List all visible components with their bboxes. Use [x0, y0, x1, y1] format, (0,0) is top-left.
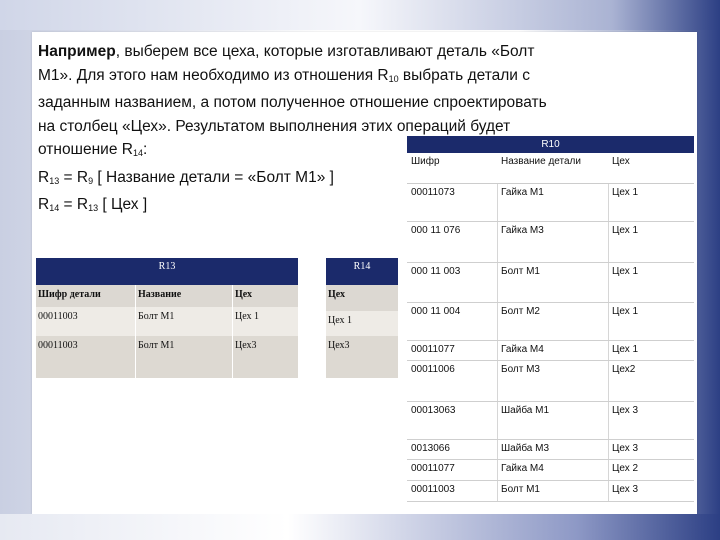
- table-cell: Цех3: [235, 340, 257, 351]
- r10-col-header: Цех: [612, 156, 630, 167]
- r14-title: R14: [326, 258, 398, 285]
- formula-text: = R: [59, 168, 89, 186]
- table-cell: Цех 3: [612, 443, 639, 454]
- table-row: [407, 481, 694, 502]
- table-cell: 00011077: [411, 463, 455, 474]
- formula-text: [ Название детали = «Болт М1» ]: [93, 168, 334, 186]
- table-cell: Шайба М1: [501, 405, 550, 416]
- para-text: выбрать детали с: [398, 66, 531, 84]
- subscript: 14: [132, 148, 143, 158]
- table-cell: Болт М1: [501, 266, 540, 277]
- r13-col-header: Шифр детали: [38, 289, 101, 300]
- formula-text: R: [38, 196, 50, 213]
- table-row: [407, 460, 694, 481]
- r10-col-header: Шифр: [411, 156, 440, 167]
- para-text: :: [142, 141, 148, 158]
- table-row: [326, 336, 398, 378]
- r13-header-row: [36, 285, 298, 307]
- table-cell: Болт М1: [138, 340, 175, 351]
- table-cell: 00013063: [411, 405, 456, 416]
- table-cell: 0013066: [411, 443, 450, 454]
- formula-text: = R: [59, 196, 89, 213]
- r10-header-row: [407, 153, 694, 184]
- table-cell: Гайка М4: [501, 463, 544, 474]
- r13-col-header: Название: [138, 289, 182, 300]
- table-cell: Цех 1: [328, 315, 353, 326]
- subscript: 9: [88, 175, 94, 186]
- table-row: [36, 307, 298, 336]
- r14-col-header: Цех: [328, 289, 346, 300]
- r14-table: [326, 258, 398, 378]
- table-row: [407, 303, 694, 341]
- table-row: [407, 184, 694, 222]
- r13-table: [36, 258, 298, 378]
- para-text: М1». Для этого нам необходимо из отношения R: [38, 66, 389, 84]
- table-cell: Цех 1: [612, 225, 639, 236]
- table-cell: 00011003: [38, 340, 78, 351]
- table-cell: Гайка М4: [501, 344, 544, 355]
- table-row: [407, 222, 694, 263]
- table-cell: Цех 1: [612, 306, 639, 317]
- table-row: [407, 402, 694, 440]
- subscript: 14: [49, 203, 60, 213]
- subscript: 10: [388, 73, 399, 84]
- table-row: [326, 311, 398, 336]
- table-row: [407, 263, 694, 303]
- r10-table: [407, 136, 694, 502]
- table-cell: Цех 1: [612, 344, 639, 355]
- table-row: [407, 341, 694, 361]
- table-cell: Цех 3: [612, 484, 639, 495]
- table-row: [407, 440, 694, 460]
- para-line-1: [38, 40, 638, 64]
- table-cell: 000 11 003: [411, 266, 461, 277]
- table-cell: Цех2: [612, 364, 636, 375]
- para-text: отношение R: [38, 141, 133, 158]
- r10-col-header: Название детали: [501, 156, 581, 167]
- r13-col-header: Цех: [235, 289, 253, 300]
- table-cell: 000 11 004: [411, 306, 461, 317]
- subscript: 13: [88, 203, 99, 213]
- para-line-2: [38, 64, 638, 92]
- table-cell: Цех 1: [612, 187, 639, 198]
- table-cell: Гайка М3: [501, 225, 544, 236]
- formula-text: R: [38, 168, 50, 186]
- bottom-decor-band: [0, 514, 720, 540]
- table-cell: Болт М1: [501, 484, 540, 495]
- subscript: 13: [49, 175, 60, 186]
- table-row: [407, 361, 694, 402]
- table-cell: 00011073: [411, 187, 455, 198]
- table-cell: 00011003: [411, 484, 455, 495]
- table-cell: Болт М3: [501, 364, 540, 375]
- r14-header-row: [326, 285, 398, 311]
- table-cell: Цех 1: [235, 311, 260, 322]
- para-text: , выберем все цеха, которые изготавливают деталь «Болт: [115, 43, 535, 60]
- table-cell: Цех 2: [612, 463, 639, 474]
- table-cell: Болт М2: [501, 306, 540, 317]
- table-cell: 000 11 076: [411, 225, 461, 236]
- bold-lead: Например: [38, 43, 116, 60]
- table-cell: 00011003: [38, 311, 78, 322]
- table-cell: Гайка М1: [501, 187, 544, 198]
- table-cell: 00011077: [411, 344, 455, 355]
- table-row: [36, 336, 298, 378]
- r13-title: R13: [36, 258, 298, 285]
- table-cell: 00011006: [411, 364, 455, 375]
- para-line-3: заданным названием, а потом полученное отношение спроектировать: [38, 94, 547, 111]
- table-cell: Цех 1: [612, 266, 639, 277]
- table-cell: Цех 3: [612, 405, 639, 416]
- formula-text: [ Цех ]: [98, 196, 148, 213]
- r10-title: R10: [407, 136, 694, 153]
- top-decor-band: [0, 0, 720, 30]
- para-line-4: на столбец «Цех». Результатом выполнения этих операций будет: [38, 117, 511, 135]
- table-cell: Болт М1: [138, 311, 175, 322]
- table-cell: Цех3: [328, 340, 350, 351]
- table-cell: Шайба М3: [501, 443, 550, 454]
